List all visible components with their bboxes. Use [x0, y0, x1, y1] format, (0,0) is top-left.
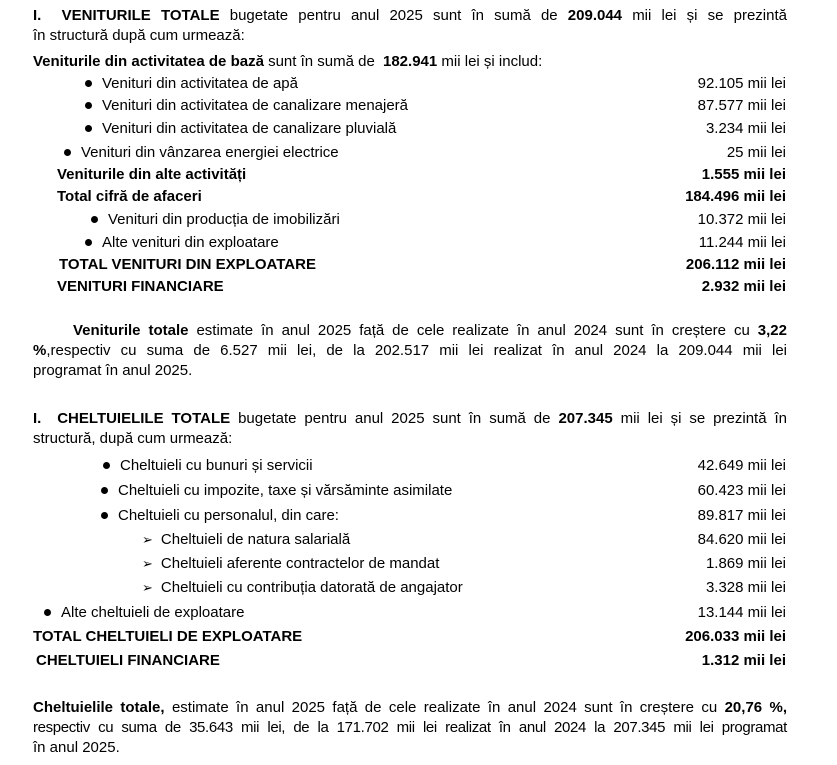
growth-percent: 3,22 — [757, 322, 787, 339]
list-item — [64, 143, 339, 163]
list-item — [85, 233, 279, 253]
item-value: 11.244 mii lei — [698, 234, 786, 251]
intro-line-2: structură, după cum urmează: — [33, 430, 233, 447]
arrow-icon: ➢ — [142, 581, 153, 596]
item-label: Venituri din producția de imobilizări — [108, 211, 340, 228]
bullet-icon — [101, 487, 108, 494]
paragraph-text: estimate în anul 2025 față de cele realizate în anul 2024 sunt în creștere cu — [171, 699, 718, 716]
paragraph-bold: Veniturile totale — [73, 322, 189, 339]
section-title: CHELTUIELILE TOTALE — [57, 410, 231, 427]
list-item — [91, 210, 340, 230]
list-item — [103, 456, 313, 476]
base-revenue-text: sunt în sumă de — [268, 53, 375, 70]
bullet-icon — [101, 512, 108, 519]
intro-text: bugetate pentru anul 2025 sunt în sumă de — [238, 410, 551, 427]
arrow-icon: ➢ — [142, 533, 153, 548]
other-activities-label: Veniturile din alte activități — [57, 166, 247, 183]
base-revenue-line — [33, 52, 542, 72]
intro-text: bugetate pentru anul 2025 sunt în sumă de — [229, 7, 558, 24]
paragraph-text: ,respectiv cu suma de 6.527 mii lei, de la 202.517 mii lei realizat în anul 2024 la 209.044 mii lei — [46, 342, 787, 359]
revenue-summary-paragraph — [33, 321, 787, 381]
section-number: I. — [33, 410, 42, 427]
item-value: 13.144 mii lei — [697, 604, 786, 621]
base-revenue-text-end: mii lei și includ: — [441, 53, 543, 70]
item-label: Cheltuieli cu contribuția datorată de angajator — [160, 579, 463, 596]
other-activities-value: 1.555 mii lei — [701, 166, 786, 183]
turnover-label: Total cifră de afaceri — [57, 188, 202, 205]
item-label: Venituri din activitatea de canalizare menajeră — [102, 97, 409, 114]
bullet-icon — [44, 609, 51, 616]
financial-expense-value: 1.312 mii lei — [701, 652, 786, 669]
item-value: 89.817 mii lei — [697, 507, 786, 524]
intro-line-2: în structură după cum urmează: — [33, 27, 245, 44]
bullet-icon — [85, 239, 92, 246]
paragraph-text: respectiv cu suma de 35.643 mii lei, de la 171.702 mii lei realizat în anul 2024 la 207.345 mii lei programat — [33, 719, 787, 736]
item-label: Alte venituri din exploatare — [102, 234, 279, 251]
expense-summary-paragraph — [33, 698, 787, 758]
list-item — [85, 74, 298, 94]
item-value: 84.620 mii lei — [697, 531, 786, 548]
bullet-icon — [85, 102, 92, 109]
financial-revenue-value: 2.932 mii lei — [701, 278, 786, 295]
bullet-icon — [85, 125, 92, 132]
item-value: 92.105 mii lei — [697, 75, 786, 92]
paragraph-bold: Cheltuielile totale, — [33, 699, 165, 716]
total-revenue-amount: 209.044 — [567, 7, 623, 24]
bullet-icon — [91, 216, 98, 223]
item-value: 10.372 mii lei — [697, 211, 786, 228]
sub-list-item — [142, 554, 439, 575]
sub-list-item — [142, 578, 463, 599]
paragraph-text: programat în anul 2025. — [33, 362, 193, 379]
total-operating-expense-label: TOTAL CHELTUIELI DE EXPLOATARE — [33, 628, 303, 645]
bullet-icon — [64, 149, 71, 156]
turnover-value: 184.496 mii lei — [685, 188, 786, 205]
base-revenue-amount: 182.941 — [383, 53, 438, 70]
list-item — [85, 96, 408, 116]
total-operating-expense-value: 206.033 mii lei — [685, 628, 786, 645]
item-value: 42.649 mii lei — [697, 457, 786, 474]
paragraph-text: în anul 2025. — [33, 739, 120, 756]
item-label: Cheltuieli cu bunuri și servicii — [120, 457, 313, 474]
total-operating-revenue-label: TOTAL VENITURI DIN EXPLOATARE — [59, 256, 316, 273]
item-label: Venituri din activitatea de canalizare pluvială — [102, 120, 397, 137]
list-item — [44, 603, 244, 623]
item-value: 60.423 mii lei — [697, 482, 786, 499]
base-revenue-title: Veniturile din activitatea de bază — [33, 53, 264, 70]
item-value: 3.328 mii lei — [705, 579, 786, 596]
sub-list-item — [142, 530, 350, 551]
bullet-icon — [103, 462, 110, 469]
item-label: Cheltuieli aferente contractelor de mandat — [160, 555, 440, 572]
financial-revenue-label: VENITURI FINANCIARE — [57, 278, 224, 295]
item-label: Venituri din activitatea de apă — [102, 75, 298, 92]
growth-percent: 20,76 %, — [724, 699, 788, 716]
item-value: 87.577 mii lei — [697, 97, 786, 114]
item-label: Cheltuieli cu personalul, din care: — [118, 507, 339, 524]
item-label: Cheltuieli cu impozite, taxe și vărsăminte asimilate — [118, 482, 453, 499]
section-number: I. — [33, 7, 42, 24]
revenue-intro — [33, 6, 787, 46]
total-operating-revenue-value: 206.112 mii lei — [685, 256, 786, 273]
bullet-icon — [85, 80, 92, 87]
paragraph-text: estimate în anul 2025 față de cele realizate în anul 2024 sunt în creștere cu — [196, 322, 750, 339]
list-item — [101, 481, 452, 501]
item-value: 3.234 mii lei — [705, 120, 786, 137]
percent-sign: % — [33, 342, 47, 359]
item-value: 1.869 mii lei — [705, 555, 786, 572]
financial-expense-label: CHELTUIELI FINANCIARE — [36, 652, 220, 669]
item-label: Alte cheltuieli de exploatare — [61, 604, 245, 621]
list-item — [101, 506, 339, 526]
item-label: Cheltuieli de natura salarială — [160, 531, 351, 548]
intro-text-end: mii lei și se prezintă — [632, 7, 787, 24]
intro-text-end: mii lei și se prezintă în — [620, 410, 787, 427]
section-title: VENITURILE TOTALE — [61, 7, 220, 24]
arrow-icon: ➢ — [142, 557, 153, 572]
item-label: Venituri din vânzarea energiei electrice — [81, 144, 339, 161]
list-item — [85, 119, 396, 139]
item-value: 25 mii lei — [726, 144, 786, 161]
expense-intro — [33, 409, 787, 449]
total-expense-amount: 207.345 — [558, 410, 613, 427]
